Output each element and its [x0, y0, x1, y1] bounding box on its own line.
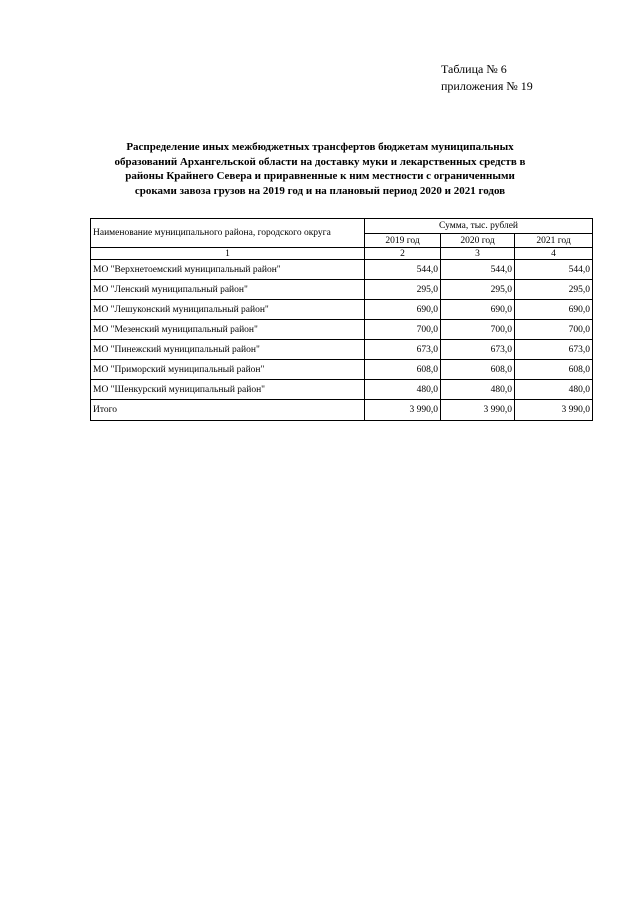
table-row: [91, 340, 593, 360]
row-value-2021: 690,0: [515, 300, 593, 320]
row-value-2020: 480,0: [441, 380, 515, 400]
total-value-2019: 3 990,0: [365, 400, 441, 421]
row-name: МО "Мезенский муниципальный район": [91, 320, 365, 340]
title-line-4: сроками завоза грузов на 2019 год и на плановый период 2020 и 2021 годов: [134, 184, 506, 197]
row-value-2019: 544,0: [365, 260, 441, 280]
column-number-4: 4: [515, 248, 593, 260]
document-title: [86, 140, 554, 198]
row-value-2019: 700,0: [365, 320, 441, 340]
row-value-2021: 608,0: [515, 360, 593, 380]
table-row: [91, 380, 593, 400]
row-value-2021: 673,0: [515, 340, 593, 360]
row-name: МО "Шенкурский муниципальный район": [91, 380, 365, 400]
column-header-name: Наименование муниципального района, городского округа: [91, 219, 365, 248]
table-row: [91, 280, 593, 300]
row-name: МО "Верхнетоемский муниципальный район": [91, 260, 365, 280]
table-header-row: [91, 219, 593, 234]
annex-reference: [441, 61, 533, 95]
row-value-2020: 608,0: [441, 360, 515, 380]
row-value-2020: 295,0: [441, 280, 515, 300]
row-value-2020: 700,0: [441, 320, 515, 340]
column-number-2: 2: [365, 248, 441, 260]
table-row: [91, 260, 593, 280]
row-value-2020: 690,0: [441, 300, 515, 320]
row-name: МО "Приморский муниципальный район": [91, 360, 365, 380]
row-name: МО "Ленский муниципальный район": [91, 280, 365, 300]
column-number-3: 3: [441, 248, 515, 260]
annex-table-number: Таблица № 6: [441, 62, 507, 76]
total-value-2021: 3 990,0: [515, 400, 593, 421]
row-value-2021: 295,0: [515, 280, 593, 300]
title-line-3: районы Крайнего Севера и приравненные к ним местности с ограниченными: [125, 170, 515, 182]
total-row: [91, 400, 593, 421]
annex-appendix-number: приложения № 19: [441, 79, 533, 93]
total-label: Итого: [91, 400, 365, 421]
row-value-2019: 295,0: [365, 280, 441, 300]
row-name: МО "Лешуконский муниципальный район": [91, 300, 365, 320]
total-value-2020: 3 990,0: [441, 400, 515, 421]
row-value-2019: 673,0: [365, 340, 441, 360]
column-header-sum: Сумма, тыс. рублей: [365, 219, 593, 234]
row-value-2020: 544,0: [441, 260, 515, 280]
row-value-2021: 544,0: [515, 260, 593, 280]
transfers-table: [90, 218, 593, 421]
table-row: [91, 300, 593, 320]
table-row: [91, 320, 593, 340]
row-value-2019: 690,0: [365, 300, 441, 320]
table-row: [91, 360, 593, 380]
title-line-2: образований Архангельской области на доставку муки и лекарственных средств в: [114, 155, 526, 168]
column-header-2020: 2020 год: [441, 234, 515, 248]
column-numbers-row: [91, 248, 593, 260]
column-number-1: 1: [91, 248, 365, 260]
row-value-2021: 700,0: [515, 320, 593, 340]
row-value-2019: 480,0: [365, 380, 441, 400]
row-value-2019: 608,0: [365, 360, 441, 380]
row-value-2020: 673,0: [441, 340, 515, 360]
title-line-1: Распределение иных межбюджетных трансфертов бюджетам муниципальных: [126, 141, 514, 153]
column-header-2021: 2021 год: [515, 234, 593, 248]
row-name: МО "Пинежский муниципальный район": [91, 340, 365, 360]
row-value-2021: 480,0: [515, 380, 593, 400]
column-header-2019: 2019 год: [365, 234, 441, 248]
